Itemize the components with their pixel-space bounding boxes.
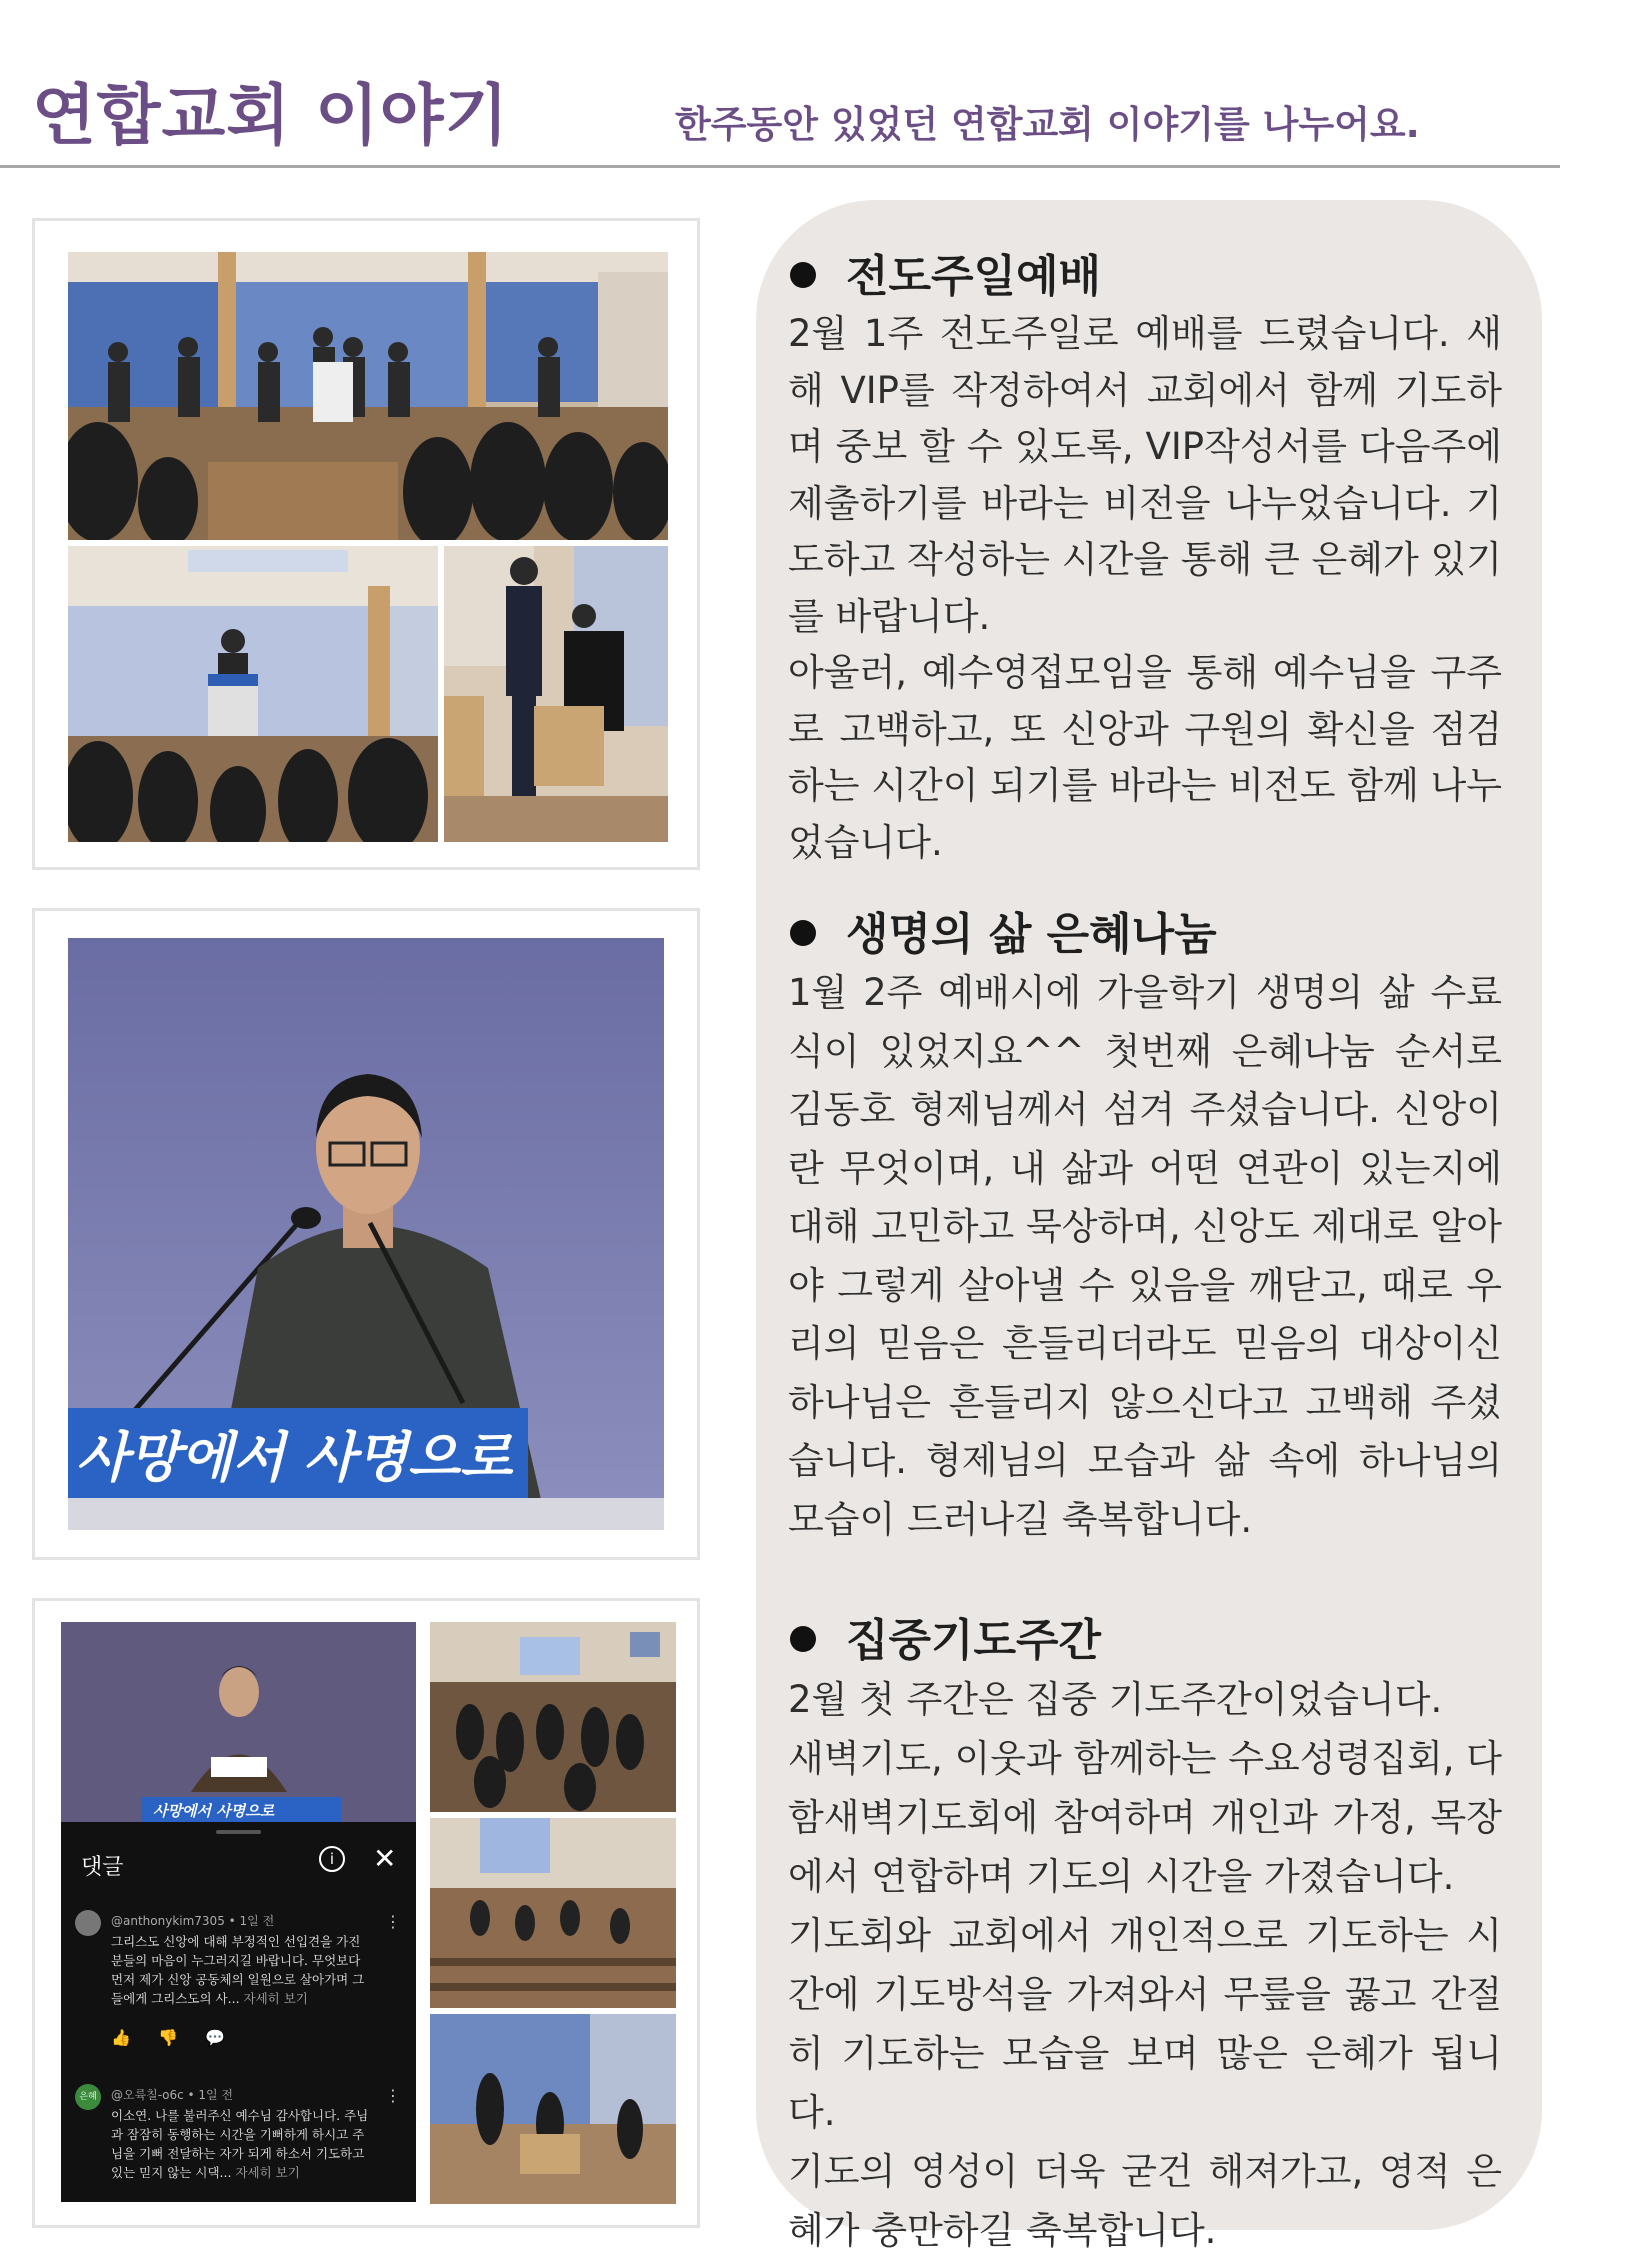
comment-actions (111, 2028, 225, 2047)
photo-pastor-podium (68, 546, 438, 842)
header-divider (0, 165, 1560, 168)
bullet-icon (790, 920, 816, 946)
more-options-icon[interactable]: ⋮ (385, 2086, 401, 2105)
close-icon[interactable]: ✕ (373, 1842, 397, 1875)
see-more-link[interactable]: 자세히 보기 (235, 2165, 300, 2180)
comment-text: 이소연. 나를 불러주신 예수님 감사합니다. 주님과 잠잠히 동행하는 시간을 기뻐하게 하시고 주님을 기뻐 전달하는 자가 되게 하소서 기도하고 있는 믿지 않는 시댁... 자세히 보기 (111, 2108, 369, 2180)
page-subtitle: 한주동안 있었던 연합교회 이야기를 나누어요. (675, 103, 1420, 146)
section-body (788, 1670, 1502, 2260)
paragraph: 새벽기도, 이웃과 함께하는 수요성령집회, 다함새벽기도회에 참여하며 개인과 가정, 목장에서 연합하며 기도의 시간을 가졌습니다. (788, 1737, 1502, 1898)
more-options-icon[interactable]: ⋮ (385, 1912, 401, 1931)
avatar[interactable]: 은혜 (75, 2084, 101, 2110)
comment-text: 그리스도 신앙에 대해 부정적인 선입견을 가진 분들의 마음이 누그러지길 바랍니다. 무엇보다 먼저 제가 신앙 공동체의 일원으로 살아가며 그들에게 그리스도의 사... 자세히 보기 (111, 1934, 365, 2006)
small-sign-text: 사망에서 사명으로 (153, 1802, 275, 1820)
comments-title: 댓글 (81, 1855, 124, 1880)
paragraph: 기도의 영성이 더욱 굳건 해져가고, 영적 은혜가 충만하길 축복합니다. (788, 2150, 1502, 2252)
paragraph: 아울러, 예수영접모임을 통해 예수님을 구주로 고백하고, 또 신앙과 구원의 확신을 점검하는 시간이 되기를 바라는 비전도 함께 나누었습니다. (788, 651, 1502, 864)
comment-item (75, 1910, 405, 2070)
photo-prayer-hall-3 (430, 2014, 676, 2204)
section-title: 집중기도주간 (790, 1604, 1101, 1668)
paragraph: 2월 1주 전도주일로 예배를 드렸습니다. 새해 VIP를 작정하여서 교회에서 함께 기도하며 중보 할 수 있도록, VIP작성서를 다음주에 제출하기를 바라는 비전을 나누었습니다. 기도하고 작성하는 시간을 통해 큰 은혜가 있기를 바랍니다. (788, 312, 1502, 638)
dislike-icon[interactable]: 👎 (158, 2028, 178, 2047)
bullet-icon (790, 262, 816, 288)
page-title: 연합교회 이야기 (32, 77, 510, 154)
photo-testimony-speaker (68, 938, 664, 1530)
section-title: 전도주일예배 (790, 240, 1101, 304)
see-more-link[interactable]: 자세히 보기 (243, 1991, 308, 2006)
podium-sign-text: 사망에서 사명으로 (76, 1426, 513, 1489)
drag-handle[interactable] (216, 1830, 261, 1834)
photo-youtube-speaker (61, 1622, 416, 1822)
like-icon[interactable]: 👍 (111, 2028, 131, 2047)
section-body (788, 306, 1502, 871)
paragraph: 2월 첫 주간은 집중 기도주간이었습니다. (788, 1678, 1443, 1721)
section-body (788, 964, 1502, 1549)
photo-worship-stage (68, 252, 668, 540)
comment-item (75, 2084, 405, 2202)
avatar[interactable] (75, 1910, 101, 1936)
bullet-icon (790, 1626, 816, 1652)
comment-user[interactable]: @오륙칠-o6c • 1일 전 (111, 2088, 234, 2102)
info-icon[interactable]: i (319, 1846, 345, 1872)
photo-prayer-altar (444, 546, 668, 842)
section-title: 생명의 삶 은혜나눔 (790, 898, 1217, 962)
comment-user[interactable]: @anthonykim7305 • 1일 전 (111, 1914, 275, 1928)
photo-prayer-hall-2 (430, 1818, 676, 2008)
paragraph: 1월 2주 예배시에 가을학기 생명의 삶 수료식이 있었지요^^ 첫번째 은혜나눔 순서로 김동호 형제님께서 섬겨 주셨습니다. 신앙이란 무엇이며, 내 삶과 어떤 연관이 있는지에 대해 고민하고 묵상하며, 신앙도 제대로 알아야 그렇게 살아낼 수 있음을 깨닫고, 때로 우리의 믿음은 흔들리더라도 믿음의 대상이신 하나님은 흔들리지 않으신다고 고백해 주셨습니다. 형제님의 모습과 삶 속에 하나님의 모습이 드러나길 축복합니다. (788, 971, 1502, 1541)
reply-icon[interactable]: 💬 (205, 2028, 225, 2047)
comments-panel (61, 1822, 416, 2202)
paragraph: 기도회와 교회에서 개인적으로 기도하는 시간에 기도방석을 가져와서 무릎을 꿇고 간절히 기도하는 모습을 보며 많은 은혜가 됩니다. (788, 1914, 1502, 2134)
photo-prayer-hall-1 (430, 1622, 676, 1812)
